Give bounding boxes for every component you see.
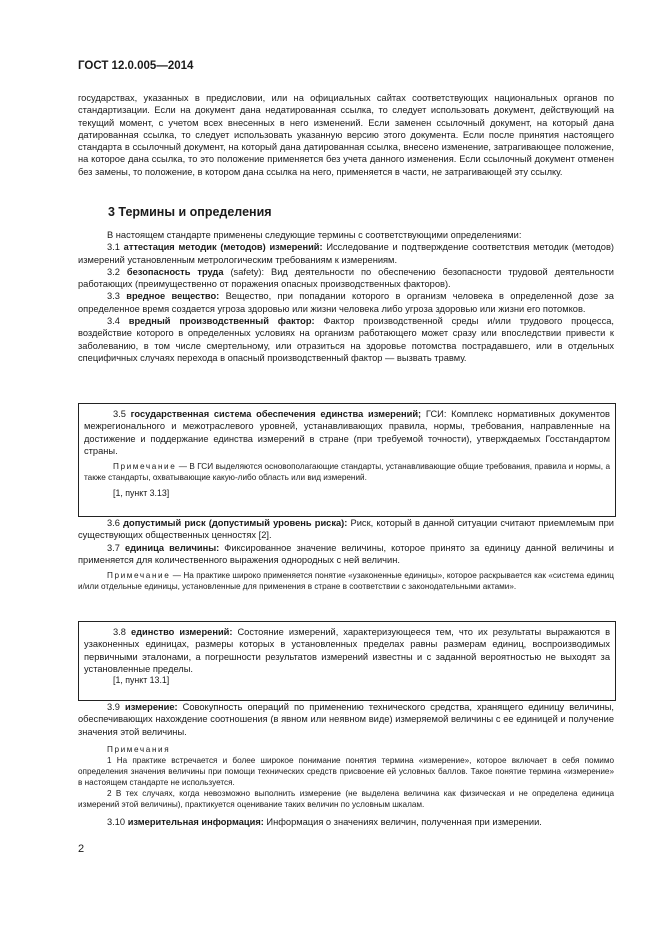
term-name: государственная система обеспечения единства измерений; <box>130 409 422 419</box>
term-3-8-ref: [1, пункт 13.1] <box>113 675 170 686</box>
term-3-9: 3.9 измерение: Совокупность операций по применению технического средства, хранящего единицу величины, обеспечивающих нахождение соотношения (в явном или неявном виде) измеряемой величины с ее единицей и получение значения этой величины. <box>78 702 614 737</box>
term-name: единица величины: <box>124 542 220 553</box>
term-name: аттестация методик (методов) измерений: <box>123 242 323 253</box>
term-3-9-note-1: 1 На практике встречается и более широкое понимание понятия термина «измерение», которое включает в себя помимо определения значения величины при помощи технических средств присвоение ей условных баллов. Такое понятие термина «измерение» в настоящем стандарте не используется. <box>78 755 614 787</box>
term-3-5-note: Примечание — В ГСИ выделяются основополагающие стандарты, устанавливающие общие требования, правила и нормы, а также стандарты, охватывающие какую-либо область или вид измерений. <box>84 462 610 483</box>
term-name: безопасность труда <box>126 266 224 277</box>
term-3-1: 3.1 аттестация методик (методов) измерений: Исследование и подтверждение соответствия методик (методов) измерений установленным метрологическим требованиям к измерениям. <box>78 242 614 265</box>
term-name: вредный производственный фактор: <box>128 316 315 327</box>
page-number: 2 <box>78 843 85 855</box>
term-name: измерительная информация: <box>127 816 264 827</box>
intro-text: государствах, указанных в предисловии, или на официальных сайтах соответствующих национальных органов по стандартизации. Если на документ дана недатированная ссылка, то следует использовать документ, действующий на текущий момент, с учетом всех внесенных в него изменений. Если заменен ссылочный документ, на который дана датированная ссылка, то следует использовать указанную версию этого документа. Если после принятия настоящего стандарта в ссылочный документ, на который дана датированная ссылка, внесено изменение, затрагивающее положение, на которое дана ссылка, то это положение применяется без учета данного изменения. Если ссылочный документ отменен без замены, то положение, в котором дана ссылка на него, применяется в части, не затрагивающей эту ссылку. <box>78 93 614 177</box>
term-3-2: 3.2 безопасность труда (safety): Вид деятельности по обеспечению безопасности трудовой деятельности работающих (преимущественно от поражения опасных производственных факторов). <box>78 266 614 290</box>
term-3-7-note: Примечание — На практике широко применяется понятие «узаконенные единицы», которое раскрывается как «система единиц и/или отдельные единицы, установленные для применения в стране в соответствии с законодательными актами». <box>78 571 614 592</box>
document-code: ГОСТ 12.0.005—2014 <box>78 60 194 72</box>
term-name: единство измерений: <box>130 627 233 637</box>
term-3-7: 3.7 единица величины: Фиксированное значение величины, которое принято за единицу данной величины и применяется для количественного выражения однородных с ней величин. <box>78 542 614 565</box>
intro-paragraph <box>78 92 614 178</box>
term-3-9-notes-label: Примечания <box>107 744 171 754</box>
term-name: измерение: <box>124 702 178 712</box>
section-lead: В настоящем стандарте применены следующие термины с соответствующими определениями: <box>107 230 522 240</box>
term-3-5: 3.5 государственная система обеспечения единства измерений; ГСИ: Комплекс нормативных документов межрегионального и межотраслевого уровней, устанавливающих правила, нормы, требования, направленные на достижение и поддержание единства измерений в стране (при требуемой точности), утверждаемых Госстандартом страны. <box>84 409 610 456</box>
terms-part-2 <box>78 517 614 592</box>
term-3-6: 3.6 допустимый риск (допустимый уровень риска): Риск, который в данной ситуации считают приемлемым при существующих общественных ценностях [2]. <box>78 518 614 541</box>
term-3-5-ref: [1, пункт 3.13] <box>113 488 170 499</box>
term-3-9-note-2: 2 В тех случаях, когда невозможно выполнить измерение (не выделена величина как физическая и не определена единица измерений этой величины), практикуется оценивание таких величин по условным шкалам. <box>78 788 614 809</box>
term-name: допустимый риск (допустимый уровень риска): <box>123 518 348 528</box>
term-3-8-box <box>78 621 616 701</box>
term-3-4: 3.4 вредный производственный фактор: Фактор производственной среды и/или трудового процесса, воздействие которого в определенных условиях на организм работающего может сразу или впоследствии привести к заболеванию, в том числе смертельному, или отразиться на здоровье потомства пострадавшего, или в отдельных специфичных случаях перехода в опасный производственный фактор — вызвать травму. <box>78 316 614 363</box>
terms-part-1 <box>78 229 614 364</box>
term-3-5-box <box>78 403 616 517</box>
section-heading: 3 Термины и определения <box>108 205 272 219</box>
term-3-10: 3.10 измерительная информация: Информация о значениях величин, полученная при измерении. <box>107 816 542 827</box>
terms-part-3 <box>78 701 614 828</box>
term-name: вредное вещество: <box>126 291 220 302</box>
term-3-3: 3.3 вредное вещество: Вещество, при попадании которого в организм человека в определенной дозе за определенное время создается угроза здоровью или жизни человека либо угроза здоровью или жизни его потомков. <box>78 291 614 314</box>
term-3-8: 3.8 единство измерений: Состояние измерений, характеризующееся тем, что их результаты выражаются в узаконенных единицах, размеры которых в установленных пределах равны размерам единиц, воспроизводимых первичными эталонами, а погрешности результатов измерений известны и с заданной вероятностью не выходят за установленные пределы. <box>84 627 611 674</box>
